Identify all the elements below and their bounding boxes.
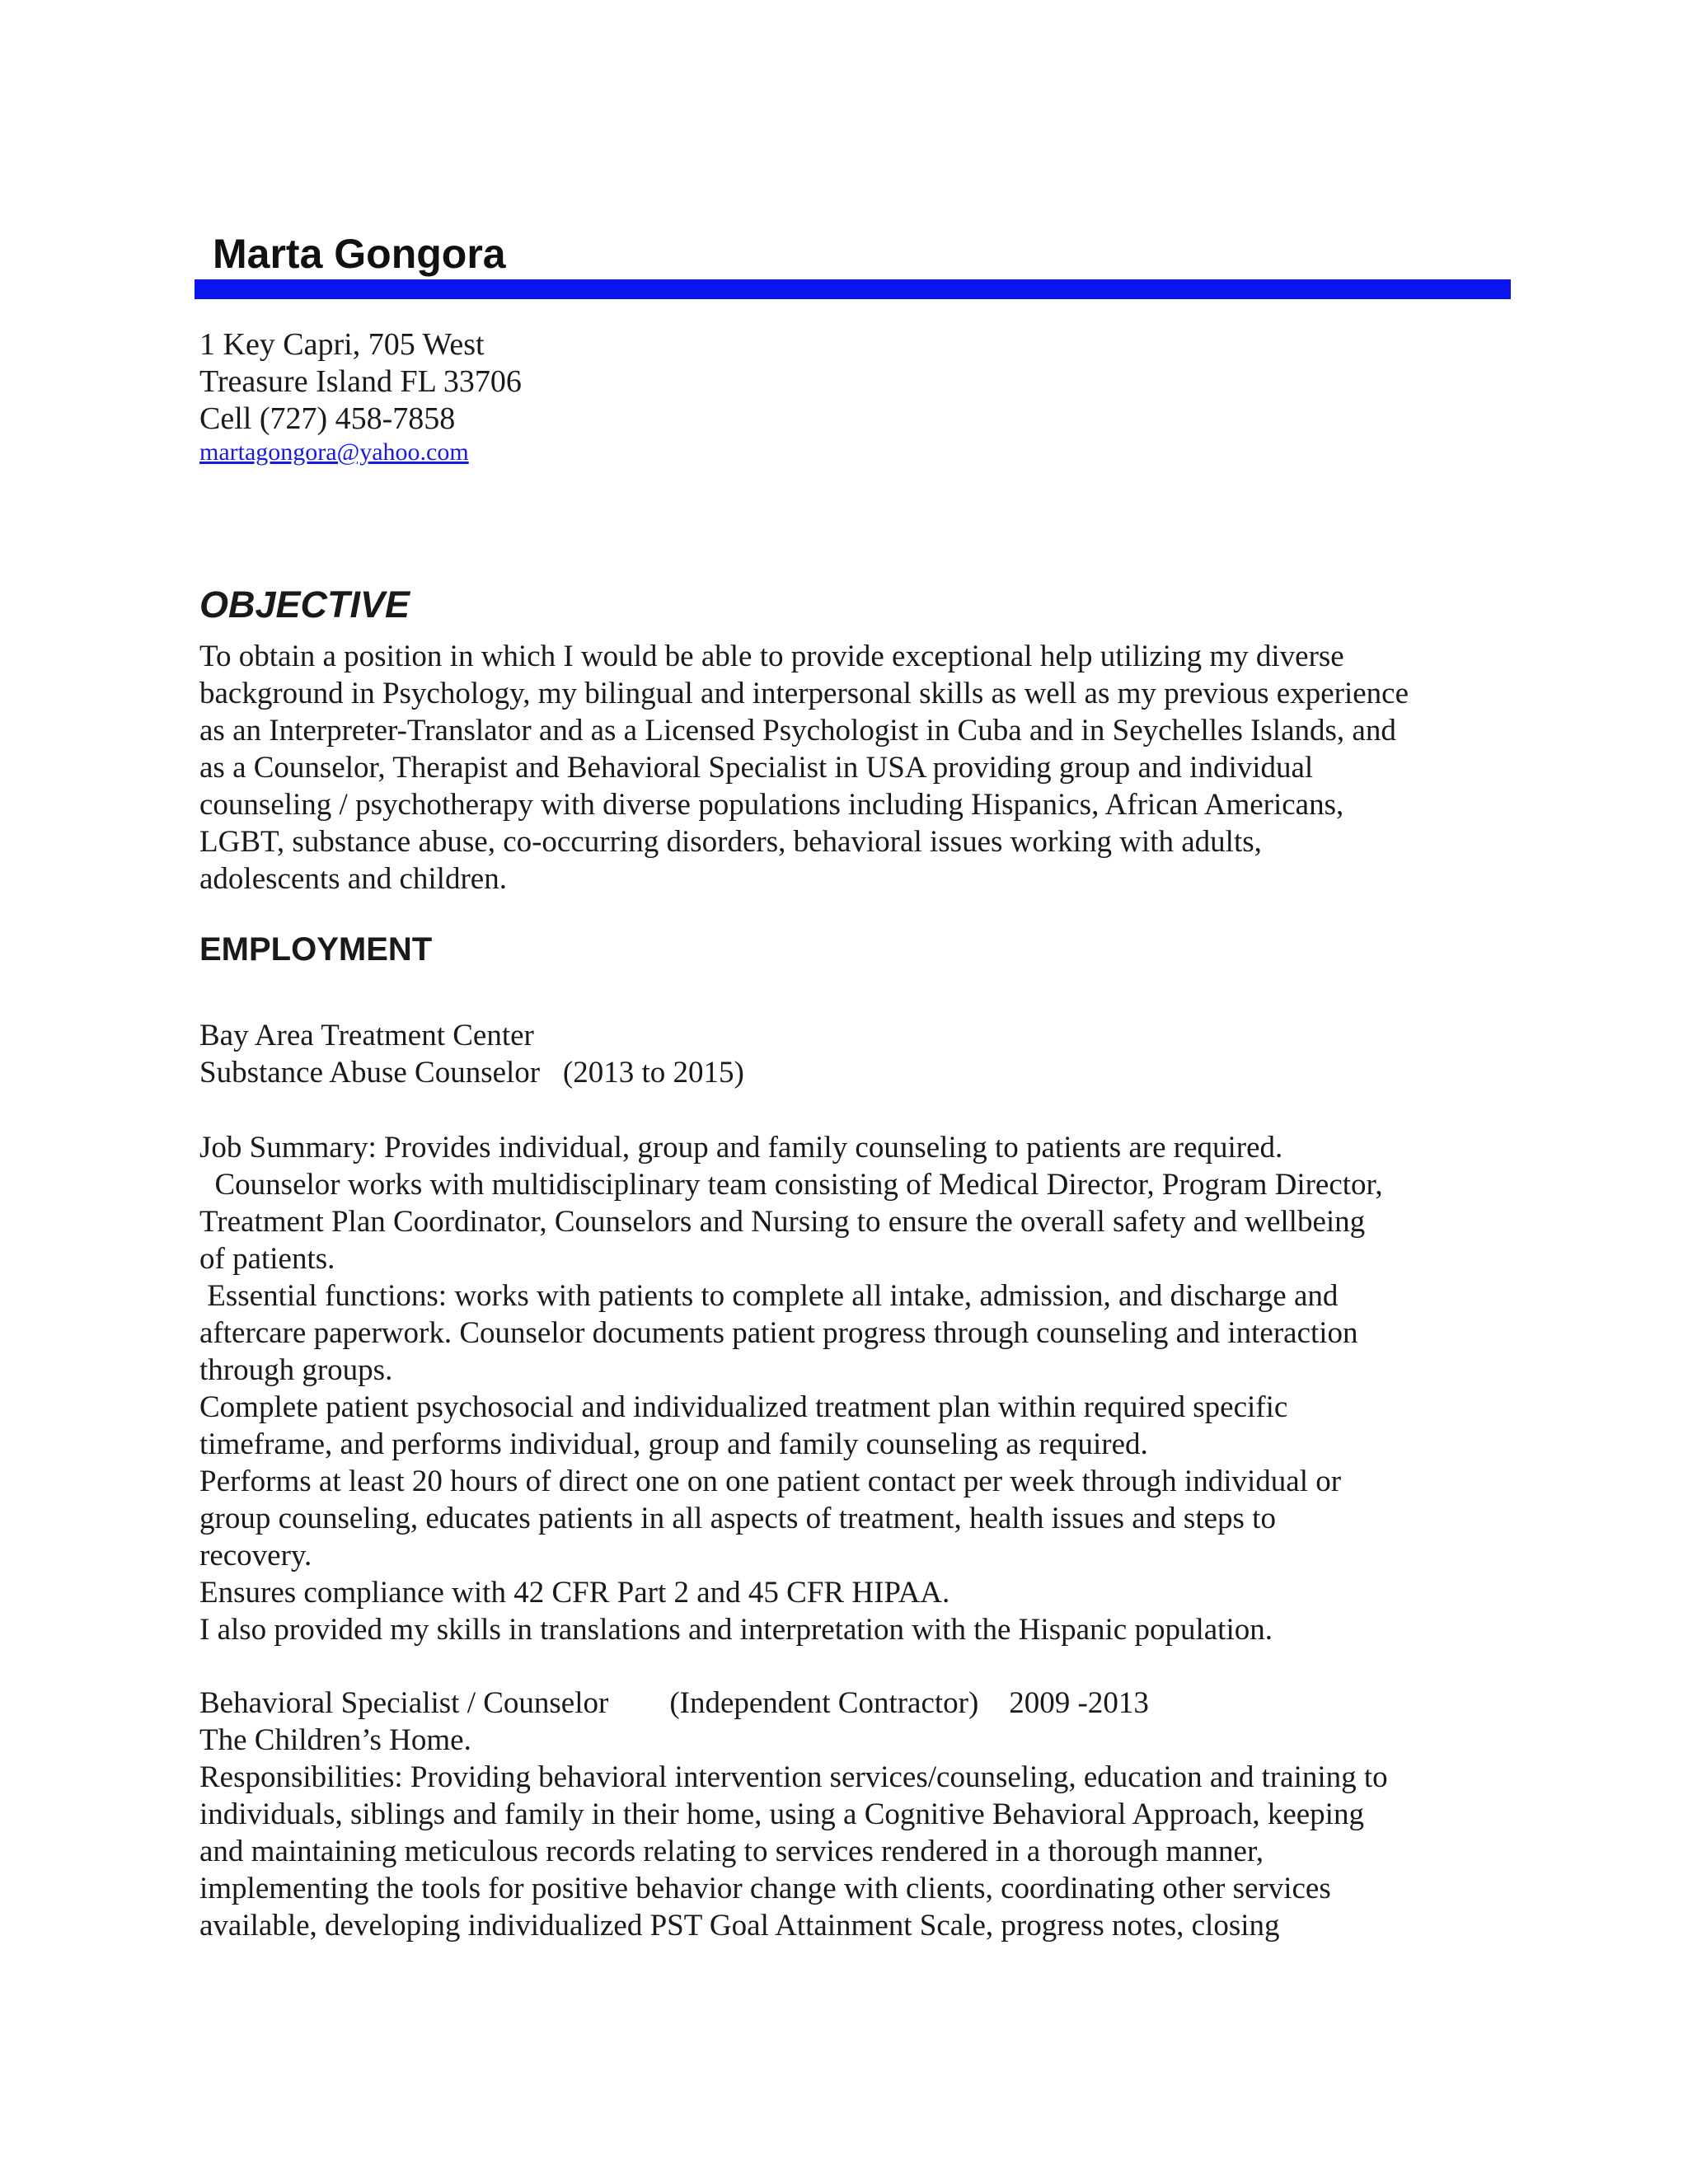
employment-heading: EMPLOYMENT [199, 931, 433, 968]
job-2-line: available, developing individualized PST Goal Attainment Scale, progress notes, closing [199, 1909, 1280, 1943]
address-line-1: 1 Key Capri, 705 West [199, 327, 485, 362]
job-1-line: aftercare paperwork. Counselor documents patient progress through counseling and interaction [199, 1316, 1358, 1350]
job-1-line: Treatment Plan Coordinator, Counselors and Nursing to ensure the overall safety and wellbeing [199, 1205, 1366, 1239]
email-link[interactable]: martagongora@yahoo.com [199, 438, 469, 466]
job-1-title-dates: Substance Abuse Counselor (2013 to 2015) [199, 1056, 744, 1090]
job-1-line: Counselor works with multidisciplinary team consisting of Medical Director, Program Director, [199, 1168, 1383, 1202]
contact-block [199, 326, 1189, 467]
job-1-employer: Bay Area Treatment Center [199, 1019, 534, 1052]
job-2-line: individuals, siblings and family in their home, using a Cognitive Behavioral Approach, keeping [199, 1797, 1364, 1831]
job-2-description [199, 1759, 1535, 1944]
job-1-header [199, 1017, 1535, 1091]
objective-line: as a Counselor, Therapist and Behavioral Specialist in USA providing group and individual [199, 751, 1314, 785]
objective-paragraph [199, 638, 1535, 898]
job-1-line: Job Summary: Provides individual, group and family counseling to patients are required. [199, 1131, 1283, 1165]
job-1-line: timeframe, and performs individual, group and family counseling as required. [199, 1427, 1148, 1461]
header-rule [195, 279, 1511, 299]
objective-line: as an Interpreter-Translator and as a Licensed Psychologist in Cuba and in Seychelles Islands, and [199, 714, 1396, 748]
phone-number: Cell (727) 458-7858 [199, 401, 456, 436]
job-2-title-line: Behavioral Specialist / Counselor (Independent Contractor) 2009 -2013 [199, 1686, 1149, 1720]
candidate-name: Marta Gongora [213, 231, 506, 277]
job-1-description [199, 1129, 1535, 1648]
job-2-line: implementing the tools for positive behavior change with clients, coordinating other services [199, 1872, 1331, 1905]
job-1-line: Ensures compliance with 42 CFR Part 2 and 45 CFR HIPAA. [199, 1576, 950, 1610]
job-1-line: I also provided my skills in translations and interpretation with the Hispanic population. [199, 1613, 1273, 1647]
job-2-header [199, 1685, 1535, 1759]
address-line-2: Treasure Island FL 33706 [199, 364, 522, 399]
job-1-line: group counseling, educates patients in all aspects of treatment, health issues and steps to [199, 1502, 1276, 1535]
job-2-employer: The Children’s Home. [199, 1723, 471, 1757]
objective-line: LGBT, substance abuse, co-occurring disorders, behavioral issues working with adults, [199, 825, 1262, 859]
job-1-line: recovery. [199, 1539, 312, 1572]
objective-line: background in Psychology, my bilingual and interpersonal skills as well as my previous experience [199, 677, 1409, 710]
job-2-line: and maintaining meticulous records relating to services rendered in a thorough manner, [199, 1835, 1264, 1868]
objective-line: To obtain a position in which I would be able to provide exceptional help utilizing my diverse [199, 640, 1344, 673]
job-1-line: Complete patient psychosocial and individualized treatment plan within required specific [199, 1390, 1288, 1424]
job-1-line: of patients. [199, 1242, 335, 1276]
job-1-line: Performs at least 20 hours of direct one on one patient contact per week through individual or [199, 1465, 1342, 1498]
objective-line: counseling / psychotherapy with diverse populations including Hispanics, African Americans, [199, 788, 1344, 822]
objective-line: adolescents and children. [199, 862, 507, 896]
job-1-line: Essential functions: works with patients to complete all intake, admission, and discharge and [199, 1279, 1339, 1313]
job-2-line: Responsibilities: Providing behavioral intervention services/counseling, education and training to [199, 1760, 1388, 1794]
objective-heading: OBJECTIVE [199, 583, 410, 626]
job-1-line: through groups. [199, 1353, 393, 1387]
